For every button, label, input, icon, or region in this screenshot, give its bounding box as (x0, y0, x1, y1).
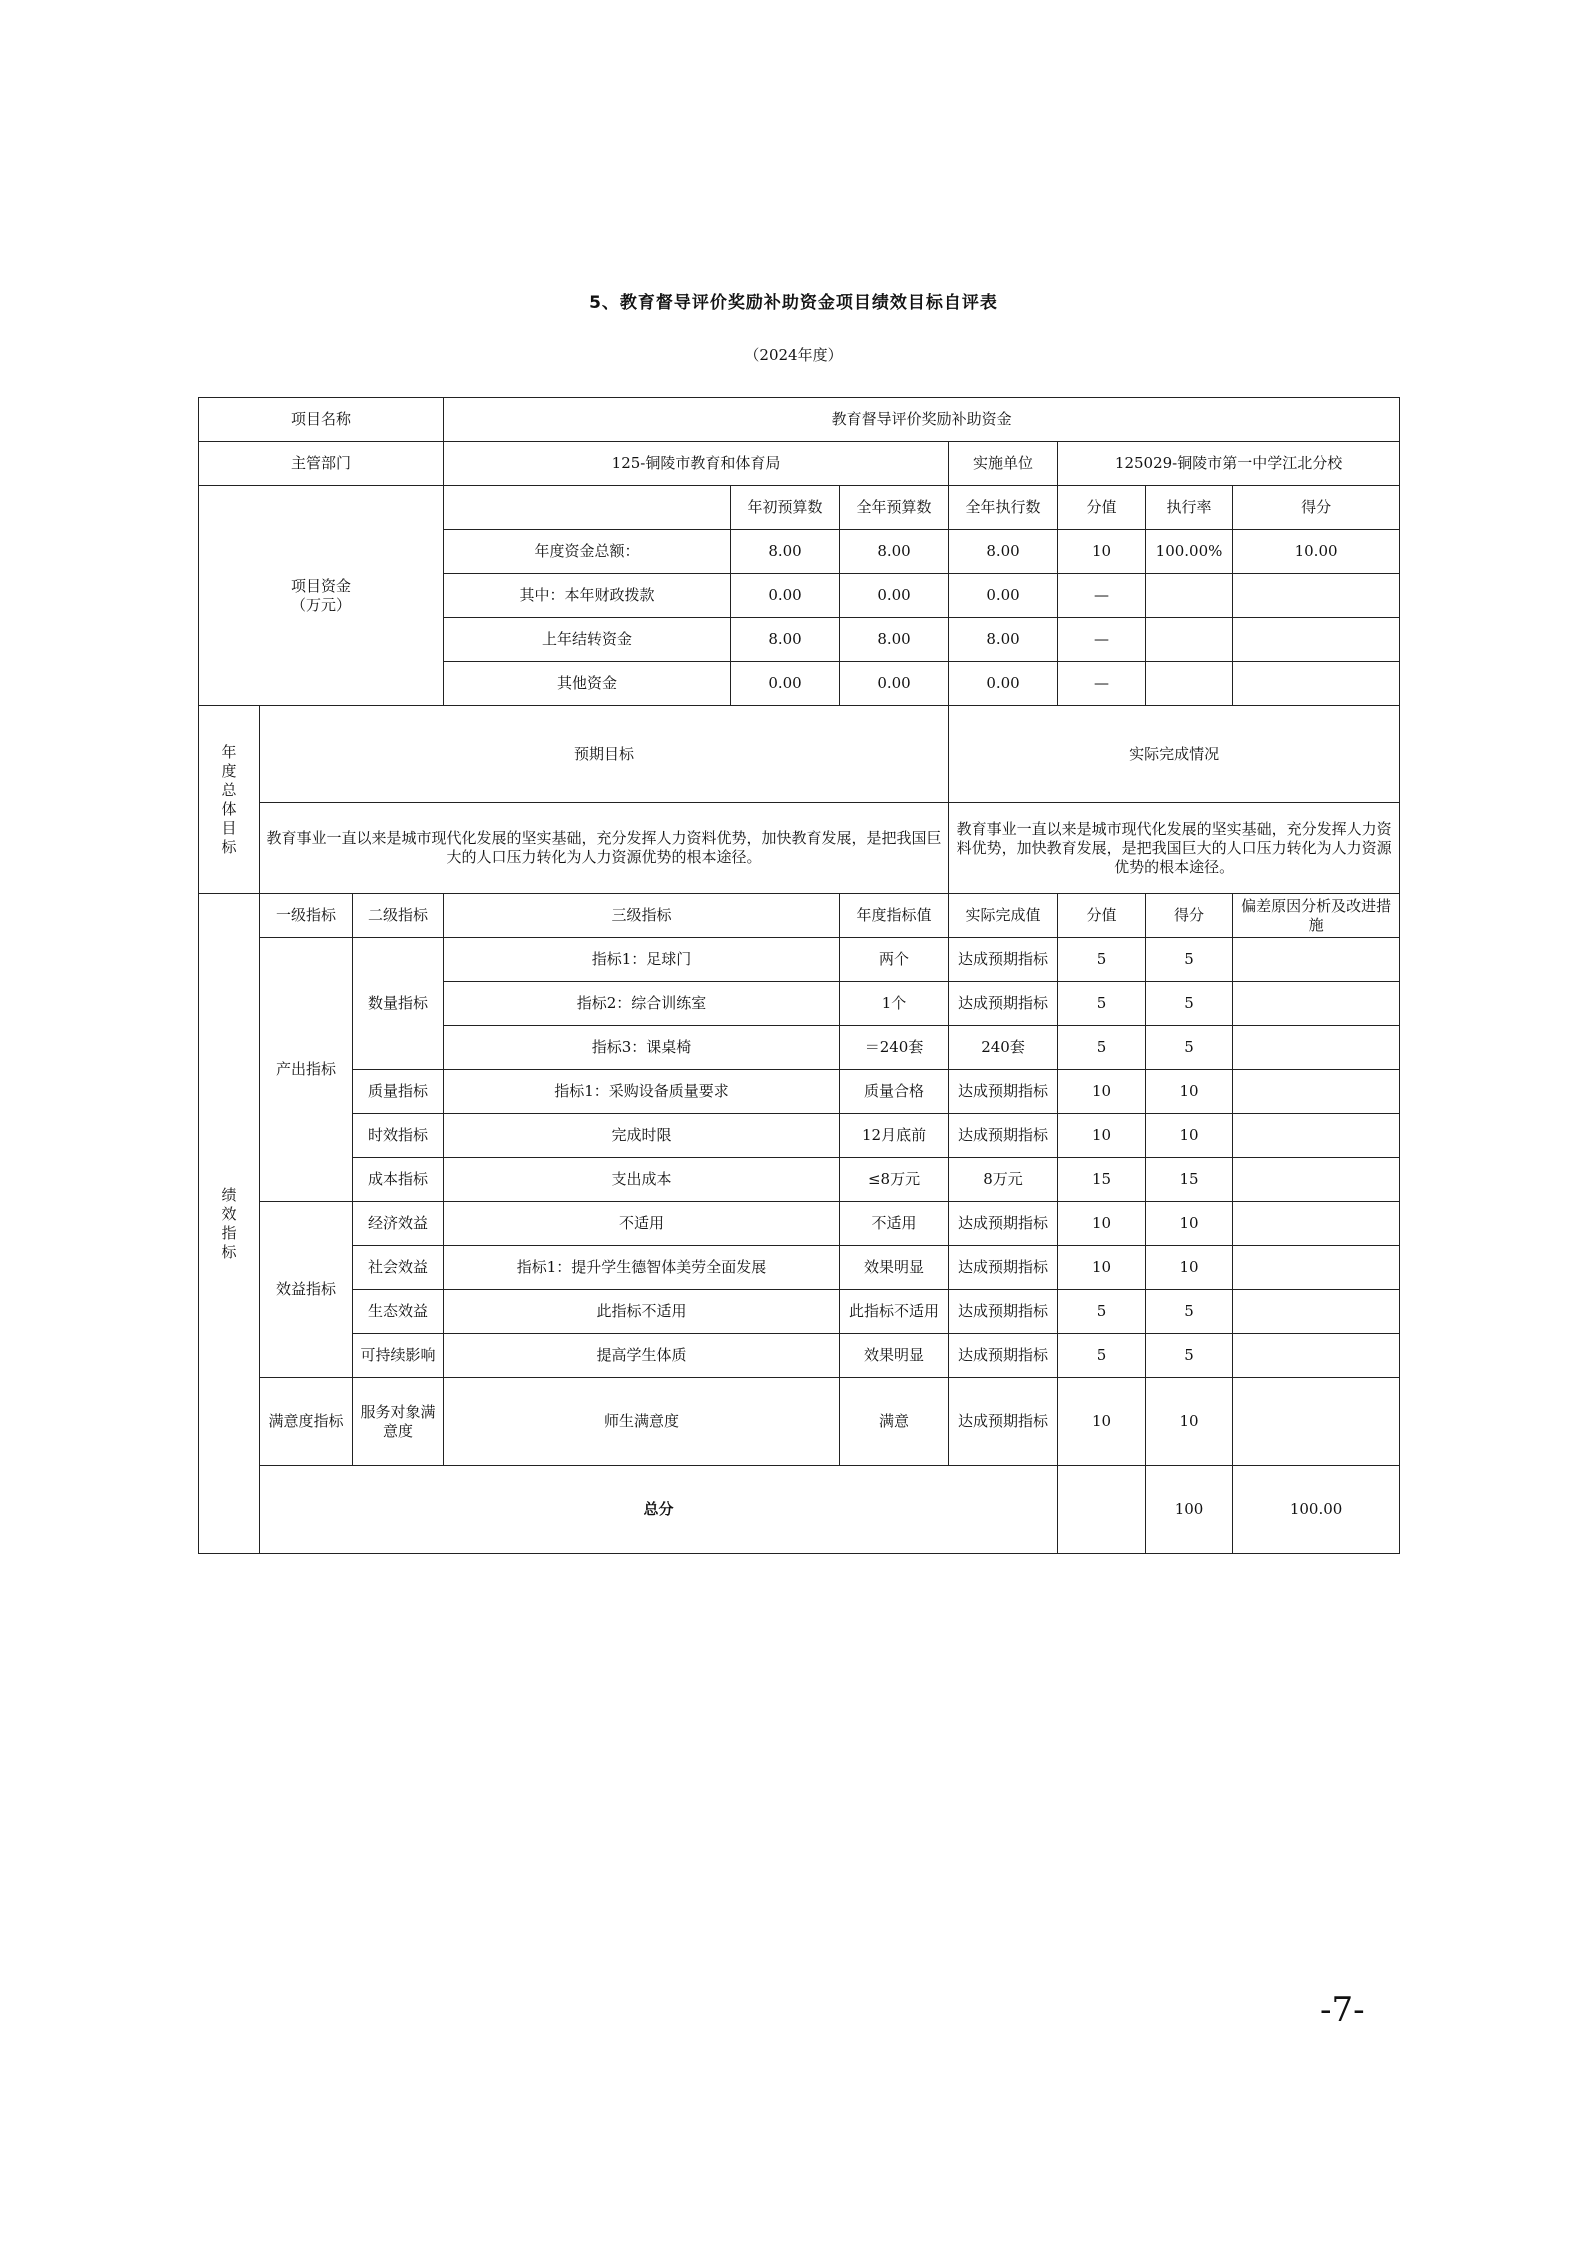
deviation (1233, 1378, 1400, 1466)
funds-annual: 8.00 (840, 530, 949, 574)
project-name: 教育督导评价奖励补助资金 (444, 398, 1400, 442)
target: 效果明显 (840, 1334, 949, 1378)
funds-executed: 8.00 (949, 530, 1058, 574)
table-row (199, 1334, 1400, 1378)
target: ＝240套 (840, 1026, 949, 1070)
value: 10 (1058, 1202, 1146, 1246)
funds-annual: 0.00 (840, 662, 949, 706)
actual: 8万元 (949, 1158, 1058, 1202)
funds-score-value: — (1058, 618, 1146, 662)
target: 1个 (840, 982, 949, 1026)
indicators-label: 绩 效 指 标 (199, 894, 260, 1554)
funds-label: 项目资金 （万元） (199, 486, 444, 706)
value: 5 (1058, 1334, 1146, 1378)
level3: 指标3：课桌椅 (444, 1026, 840, 1070)
funds-annual: 8.00 (840, 618, 949, 662)
actual: 达成预期指标 (949, 938, 1058, 982)
deviation (1233, 1070, 1400, 1114)
header-level1: 一级指标 (260, 894, 353, 938)
deviation (1233, 938, 1400, 982)
level3: 不适用 (444, 1202, 840, 1246)
dept-label: 主管部门 (199, 442, 444, 486)
level3: 指标2：综合训练室 (444, 982, 840, 1026)
deviation (1233, 1202, 1400, 1246)
actual: 达成预期指标 (949, 1246, 1058, 1290)
deviation (1233, 1334, 1400, 1378)
level2-economic: 经济效益 (353, 1202, 444, 1246)
score: 5 (1146, 1334, 1233, 1378)
funds-annual: 0.00 (840, 574, 949, 618)
actual-result: 教育事业一直以来是城市现代化发展的坚实基础，充分发挥人力资料优势，加快教育发展，是把我国巨大的人口压力转化为人力资源优势的根本途径。 (949, 803, 1400, 894)
header-target: 年度指标值 (840, 894, 949, 938)
funds-initial: 8.00 (731, 618, 840, 662)
table-row (199, 1070, 1400, 1114)
page-title: 5、教育督导评价奖励补助资金项目绩效目标自评表 (589, 293, 998, 313)
score: 10 (1146, 1070, 1233, 1114)
funds-score: 10.00 (1233, 530, 1400, 574)
level2-timeliness: 时效指标 (353, 1114, 444, 1158)
funds-score-value: — (1058, 662, 1146, 706)
actual: 达成预期指标 (949, 1070, 1058, 1114)
level3: 支出成本 (444, 1158, 840, 1202)
score: 10 (1146, 1114, 1233, 1158)
actual: 达成预期指标 (949, 982, 1058, 1026)
funds-executed: 0.00 (949, 662, 1058, 706)
funds-row-label: 其中：本年财政拨款 (444, 574, 731, 618)
unit-value: 125029-铜陵市第一中学江北分校 (1058, 442, 1400, 486)
funds-score (1233, 574, 1400, 618)
header-level2: 二级指标 (353, 894, 444, 938)
header-level3: 三级指标 (444, 894, 840, 938)
level3: 此指标不适用 (444, 1290, 840, 1334)
value: 10 (1058, 1070, 1146, 1114)
level2-quantity: 数量指标 (353, 938, 444, 1070)
level2-service: 服务对象满意度 (353, 1378, 444, 1466)
value: 10 (1058, 1378, 1146, 1466)
table-row (199, 1246, 1400, 1290)
target: 满意 (840, 1378, 949, 1466)
value: 5 (1058, 1026, 1146, 1070)
score: 15 (1146, 1158, 1233, 1202)
total-score: 100.00 (1233, 1466, 1400, 1554)
expected-goal: 教育事业一直以来是城市现代化发展的坚实基础，充分发挥人力资料优势，加快教育发展，是把我国巨大的人口压力转化为人力资源优势的根本途径。 (260, 803, 949, 894)
level3: 完成时限 (444, 1114, 840, 1158)
level3: 提高学生体质 (444, 1334, 840, 1378)
score: 5 (1146, 982, 1233, 1026)
funds-score-value: 10 (1058, 530, 1146, 574)
funds-header-annual: 全年预算数 (840, 486, 949, 530)
score: 10 (1146, 1378, 1233, 1466)
actual-header: 实际完成情况 (949, 706, 1400, 803)
value: 10 (1058, 1114, 1146, 1158)
level2-quality: 质量指标 (353, 1070, 444, 1114)
table-row (199, 1290, 1400, 1334)
actual: 达成预期指标 (949, 1114, 1058, 1158)
funds-header-value: 分值 (1058, 486, 1146, 530)
funds-initial: 8.00 (731, 530, 840, 574)
score: 5 (1146, 938, 1233, 982)
value: 5 (1058, 982, 1146, 1026)
target: 12月底前 (840, 1114, 949, 1158)
funds-rate (1146, 574, 1233, 618)
funds-score-value: — (1058, 574, 1146, 618)
score: 5 (1146, 1026, 1233, 1070)
table-row (199, 1114, 1400, 1158)
header-score: 得分 (1146, 894, 1233, 938)
header-value: 分值 (1058, 894, 1146, 938)
expected-header: 预期目标 (260, 706, 949, 803)
level1-benefit: 效益指标 (260, 1202, 353, 1378)
funds-rate (1146, 618, 1233, 662)
funds-header-executed: 全年执行数 (949, 486, 1058, 530)
level1-output: 产出指标 (260, 938, 353, 1202)
score: 5 (1146, 1290, 1233, 1334)
table-row (199, 1378, 1400, 1466)
unit-label: 实施单位 (949, 442, 1058, 486)
deviation (1233, 1290, 1400, 1334)
score: 10 (1146, 1202, 1233, 1246)
funds-rate (1146, 662, 1233, 706)
header-deviation: 偏差原因分析及改进措施 (1233, 894, 1400, 938)
value: 15 (1058, 1158, 1146, 1202)
level2-cost: 成本指标 (353, 1158, 444, 1202)
value: 5 (1058, 938, 1146, 982)
target: ≤8万元 (840, 1158, 949, 1202)
funds-score (1233, 662, 1400, 706)
level2-ecological: 生态效益 (353, 1290, 444, 1334)
overall-label: 年 度 总 体 目 标 (199, 706, 260, 894)
value: 5 (1058, 1290, 1146, 1334)
funds-row-label: 年度资金总额： (444, 530, 731, 574)
funds-header-score: 得分 (1233, 486, 1400, 530)
table-row (199, 1158, 1400, 1202)
level2-social: 社会效益 (353, 1246, 444, 1290)
funds-rate: 100.00% (1146, 530, 1233, 574)
level3: 指标1：足球门 (444, 938, 840, 982)
funds-row-label: 上年结转资金 (444, 618, 731, 662)
actual: 达成预期指标 (949, 1334, 1058, 1378)
total-label: 总分 (260, 1466, 1058, 1554)
evaluation-table (198, 397, 1400, 1554)
funds-executed: 0.00 (949, 574, 1058, 618)
deviation (1233, 1026, 1400, 1070)
total-blank (1058, 1466, 1146, 1554)
funds-initial: 0.00 (731, 574, 840, 618)
level3: 师生满意度 (444, 1378, 840, 1466)
report-year: （2024年度） (744, 346, 843, 364)
funds-score (1233, 618, 1400, 662)
funds-header-initial: 年初预算数 (731, 486, 840, 530)
funds-initial: 0.00 (731, 662, 840, 706)
actual: 达成预期指标 (949, 1202, 1058, 1246)
target: 质量合格 (840, 1070, 949, 1114)
funds-header-rate: 执行率 (1146, 486, 1233, 530)
deviation (1233, 1246, 1400, 1290)
funds-header-blank (444, 486, 731, 530)
total-value: 100 (1146, 1466, 1233, 1554)
page-number: -7- (1320, 1990, 1365, 2030)
funds-row-label: 其他资金 (444, 662, 731, 706)
score: 10 (1146, 1246, 1233, 1290)
target: 效果明显 (840, 1246, 949, 1290)
table-row (199, 1202, 1400, 1246)
level1-satisfaction: 满意度指标 (260, 1378, 353, 1466)
value: 10 (1058, 1246, 1146, 1290)
deviation (1233, 1114, 1400, 1158)
target: 此指标不适用 (840, 1290, 949, 1334)
level3: 指标1：提升学生德智体美劳全面发展 (444, 1246, 840, 1290)
deviation (1233, 982, 1400, 1026)
target: 两个 (840, 938, 949, 982)
level3: 指标1：采购设备质量要求 (444, 1070, 840, 1114)
actual: 达成预期指标 (949, 1290, 1058, 1334)
funds-executed: 8.00 (949, 618, 1058, 662)
project-name-label: 项目名称 (199, 398, 444, 442)
actual: 达成预期指标 (949, 1378, 1058, 1466)
actual: 240套 (949, 1026, 1058, 1070)
dept-value: 125-铜陵市教育和体育局 (444, 442, 949, 486)
target: 不适用 (840, 1202, 949, 1246)
table-row (199, 938, 1400, 982)
header-actual: 实际完成值 (949, 894, 1058, 938)
level2-sustain: 可持续影响 (353, 1334, 444, 1378)
deviation (1233, 1158, 1400, 1202)
